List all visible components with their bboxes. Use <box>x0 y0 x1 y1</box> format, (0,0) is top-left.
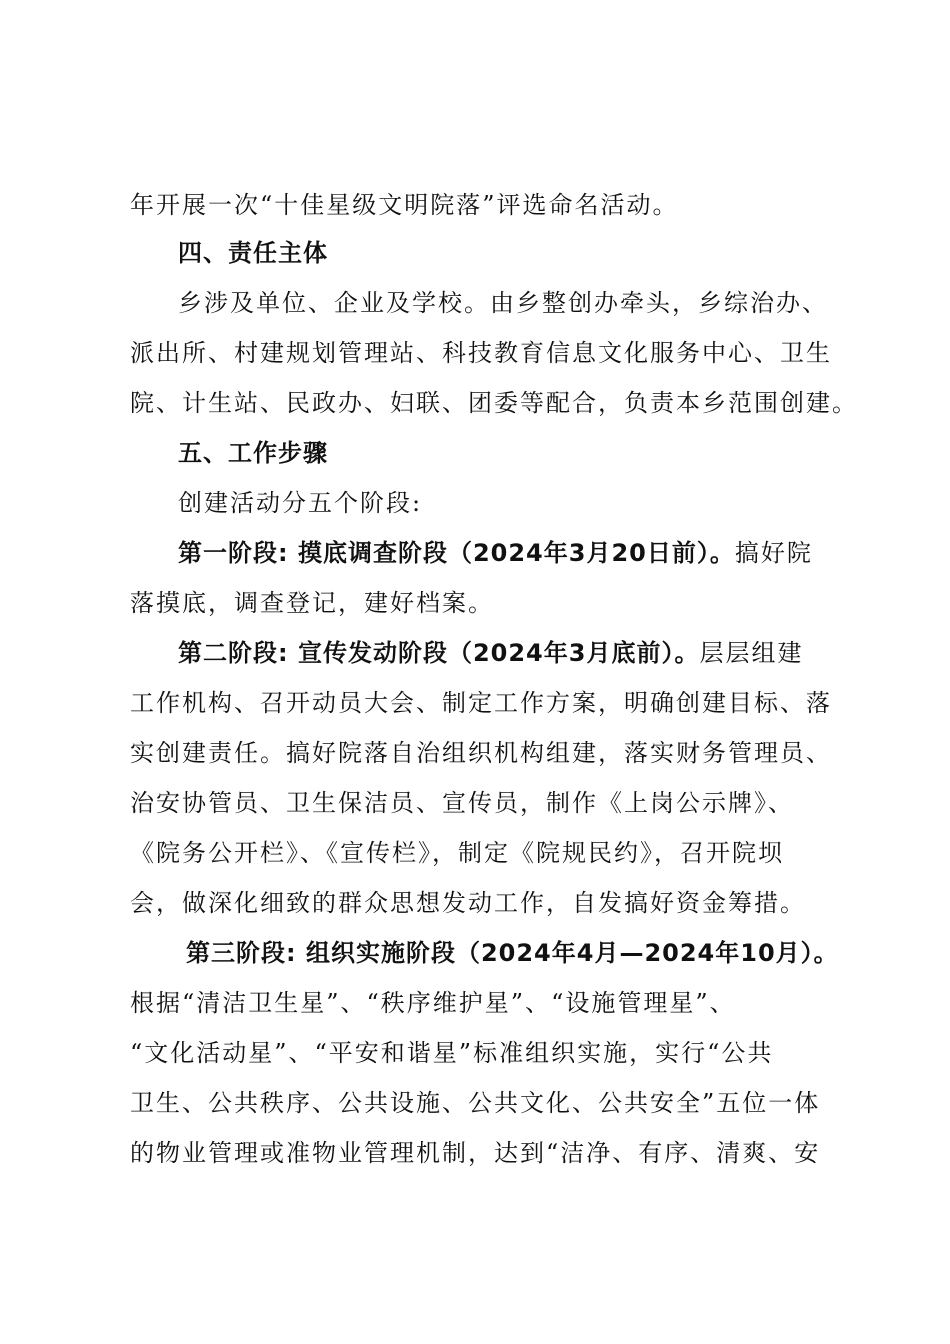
paragraph-line: 工作机构、召开动员大会、制定工作方案，明确创建目标、落 <box>130 689 832 717</box>
paragraph-line: 《院务公开栏》、《宣传栏》，制定《院规民约》，召开院坝 <box>130 839 784 867</box>
section-heading-4: 四、责任主体 <box>178 239 328 267</box>
paragraph-line: 卫生、公共秩序、公共设施、公共文化、公共安全”五位一体 <box>130 1089 821 1117</box>
paragraph-line: 的物业管理或准物业管理机制，达到“洁净、有序、清爽、安 <box>130 1139 821 1167</box>
paragraph-line: 院、计生站、民政办、妇联、团委等配合，负责本乡范围创建。 <box>130 389 858 417</box>
section-heading-5: 五、工作步骤 <box>178 439 328 467</box>
paragraph-line: 实创建责任。搞好院落自治组织机构组建，落实财务管理员、 <box>130 739 832 767</box>
stage-1-text: 搞好院 <box>734 539 813 567</box>
paragraph-line: 派出所、村建规划管理站、科技教育信息文化服务中心、卫生 <box>130 339 832 367</box>
paragraph-line: 落摸底，调查登记，建好档案。 <box>130 589 494 617</box>
stage-3-title: 第三阶段: 组织实施阶段（2024年4月—2024年10月）。 <box>186 939 839 967</box>
stage-2-title: 第二阶段: 宣传发动阶段（2024年3月底前）。 <box>178 639 700 667</box>
paragraph-line: 乡涉及单位、企业及学校。由乡整创办牵头，乡综治办、 <box>178 289 828 317</box>
stage-1-line <box>178 538 838 568</box>
paragraph-line: 治安协管员、卫生保洁员、宣传员，制作《上岗公示牌》、 <box>130 789 794 817</box>
stage-2-text: 层层组建 <box>699 639 804 667</box>
stage-2-line <box>178 638 838 668</box>
paragraph-line: 根据“清洁卫生星”、“秩序维护星”、“设施管理星”、 <box>130 989 736 1017</box>
paragraph-line: 年开展一次“十佳星级文明院落”评选命名活动。 <box>130 191 679 219</box>
stage-1-title: 第一阶段: 摸底调查阶段（2024年3月20日前）。 <box>178 539 735 567</box>
paragraph-line: 会，做深化细致的群众思想发动工作，自发搞好资金筹措。 <box>130 889 806 917</box>
paragraph-line: “文化活动星”、“平安和谐星”标准组织实施，实行“公共 <box>130 1039 774 1067</box>
paragraph-line: 创建活动分五个阶段: <box>178 489 423 517</box>
